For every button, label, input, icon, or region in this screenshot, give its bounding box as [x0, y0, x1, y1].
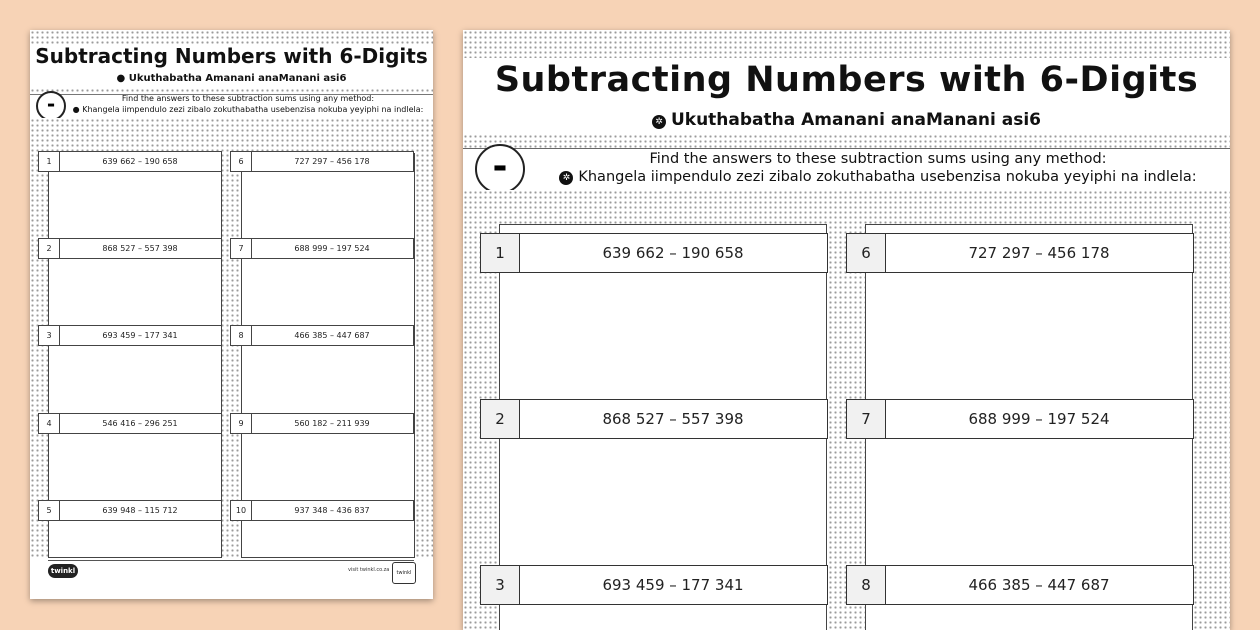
question-number: 6	[847, 234, 886, 272]
question-number: 3	[39, 326, 60, 345]
question-box	[480, 565, 828, 605]
question-sum: 868 527 – 557 398	[102, 244, 178, 253]
page-title: Subtracting Numbers with 6-Digits	[35, 44, 428, 68]
instruction-xhosa-text: Khangela iimpendulo zezi zibalo zokuthabatha usebenzisa nokuba yeyiphi na indlela:	[82, 105, 424, 114]
worksheet-zoomed[interactable]	[463, 30, 1230, 630]
question-number: 7	[847, 400, 886, 438]
question-box	[38, 151, 222, 172]
question-box	[230, 500, 414, 521]
instruction-xhosa	[68, 105, 428, 114]
question-box	[846, 399, 1194, 439]
minus-badge: -	[475, 144, 525, 194]
globe-icon: ✲	[652, 115, 666, 129]
question-box	[38, 238, 222, 259]
question-sum: 727 297 – 456 178	[294, 157, 370, 166]
question-box	[38, 413, 222, 434]
question-number: 8	[231, 326, 252, 345]
question-number: 1	[481, 234, 520, 272]
question-sum: 466 385 – 447 687	[968, 576, 1110, 594]
question-sum: 937 348 – 436 837	[294, 506, 370, 515]
page-subtitle	[30, 73, 433, 84]
question-area	[30, 118, 433, 558]
page-subtitle	[463, 110, 1230, 130]
twinkl-badge-logo: twinkl	[392, 562, 416, 584]
page-title: Subtracting Numbers with 6-Digits	[494, 60, 1199, 100]
question-sum: 639 662 – 190 658	[102, 157, 178, 166]
question-number: 7	[231, 239, 252, 258]
question-sum: 546 416 – 296 251	[102, 419, 178, 428]
question-area	[463, 190, 1230, 630]
globe-icon: ✲	[559, 171, 573, 185]
question-number: 4	[39, 414, 60, 433]
instruction-xhosa-text: Khangela iimpendulo zezi zibalo zokuthabatha usebenzisa nokuba yeyiphi na indlela:	[578, 169, 1197, 185]
question-number: 5	[39, 501, 60, 520]
instruction-english: Find the answers to these subtraction sums using any method:	[649, 151, 1107, 167]
instruction-english: Find the answers to these subtraction sums using any method:	[121, 94, 375, 103]
question-box	[38, 325, 222, 346]
question-box	[480, 399, 828, 439]
question-number: 2	[39, 239, 60, 258]
answer-column-left	[48, 153, 222, 558]
question-number: 6	[231, 152, 252, 171]
question-number: 1	[39, 152, 60, 171]
globe-icon: ●	[116, 73, 126, 84]
question-number: 2	[481, 400, 520, 438]
minus-badge: -	[36, 91, 66, 121]
question-number: 3	[481, 566, 520, 604]
question-sum: 693 459 – 177 341	[602, 576, 744, 594]
question-sum: 466 385 – 447 687	[294, 331, 370, 340]
question-box	[230, 413, 414, 434]
subtitle-text: Ukuthabatha Amanani anaManani asi6	[128, 73, 347, 84]
question-box	[230, 325, 414, 346]
question-box	[846, 565, 1194, 605]
question-sum: 639 948 – 115 712	[102, 506, 178, 515]
subtitle-text: Ukuthabatha Amanani anaManani asi6	[670, 110, 1042, 130]
question-number: 9	[231, 414, 252, 433]
answer-column-right	[241, 153, 415, 558]
globe-icon: ●	[72, 105, 80, 114]
question-box	[230, 238, 414, 259]
question-number: 10	[231, 501, 252, 520]
visit-url: visit twinkl.co.za	[348, 567, 390, 573]
question-sum: 693 459 – 177 341	[102, 331, 178, 340]
question-sum: 639 662 – 190 658	[602, 244, 744, 262]
question-sum: 688 999 – 197 524	[968, 410, 1110, 428]
question-number: 8	[847, 566, 886, 604]
footer-divider	[48, 560, 414, 561]
question-sum: 688 999 – 197 524	[294, 244, 370, 253]
question-box	[38, 500, 222, 521]
question-sum: 868 527 – 557 398	[602, 410, 744, 428]
question-sum: 560 182 – 211 939	[294, 419, 370, 428]
worksheet-thumbnail[interactable]	[30, 30, 433, 599]
question-box	[846, 233, 1194, 273]
twinkl-logo: twinkl	[48, 564, 78, 578]
dotted-header-band	[463, 30, 1230, 58]
question-box	[480, 233, 828, 273]
question-box	[230, 151, 414, 172]
instruction-xhosa	[533, 169, 1223, 185]
question-sum: 727 297 – 456 178	[968, 244, 1110, 262]
